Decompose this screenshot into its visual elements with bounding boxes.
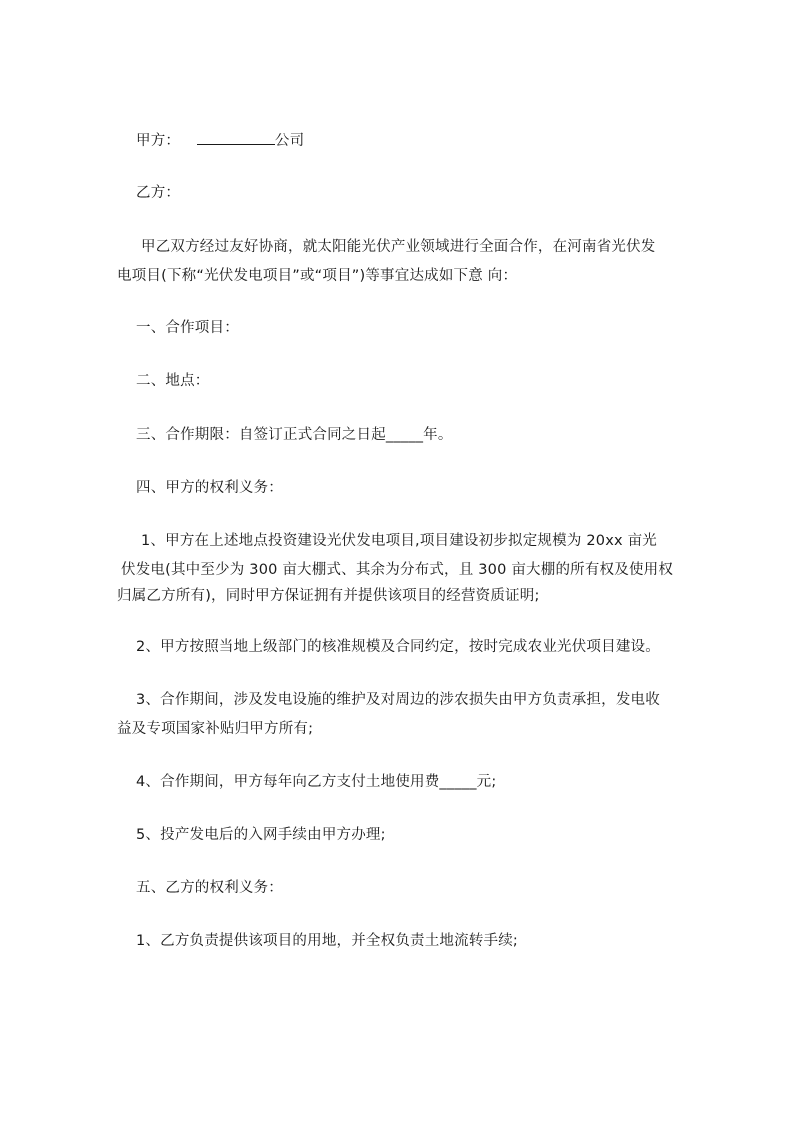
- intro-line-1: 甲乙双方经过友好协商，就太阳能光伏产业领域进行全面合作，在河南省光伏发: [141, 239, 656, 255]
- section-party-a-duties: 四、甲方的权利义务：: [136, 480, 283, 496]
- party-a-duty-3-line-1: 3、合作期间，涉及发电设施的维护及对周边的涉农损失由甲方负责承担，发电收: [136, 692, 660, 708]
- section-party-b-duties: 五、乙方的权利义务：: [136, 880, 283, 896]
- party-a-duty-1-line-1: 1、甲方在上述地点投资建设光伏发电项目,项目建设初步拟定规模为 20xx 亩光: [141, 533, 657, 549]
- party-a-duty-3-line-2: 益及专项国家补贴归甲方所有;: [117, 721, 314, 737]
- party-a-label: 甲方：: [136, 133, 181, 149]
- section-location: 二、地点：: [136, 373, 210, 389]
- section-cooperation-term: 三、合作期限：自签订正式合同之日起_____年。: [136, 427, 453, 443]
- party-b-line: [136, 183, 180, 203]
- party-a-duty-1-line-2: 伏发电(其中至少为 300 亩大棚式、其余为分布式，且 300 亩大棚的所有权及使用权: [121, 562, 674, 578]
- party-a-duty-2: 2、甲方按照当地上级部门的核准规模及合同约定，按时完成农业光伏项目建设。: [136, 639, 660, 655]
- section-cooperation-project: 一、合作项目：: [136, 320, 239, 336]
- party-a-duty-4: 4、合作期间，甲方每年向乙方支付土地使用费_____元;: [136, 774, 497, 790]
- party-a-duty-1-line-3: 归属乙方所有)，同时甲方保证拥有并提供该项目的经营资质证明;: [117, 588, 540, 604]
- party-b-duty-1: 1、乙方负责提供该项目的用地，并全权负责土地流转手续;: [136, 933, 519, 949]
- party-a-suffix: 公司: [274, 133, 305, 149]
- party-b-label: 乙方：: [136, 185, 181, 201]
- company-name-blank: [197, 130, 275, 145]
- party-a-duty-5: 5、投产发电后的入网手续由甲方办理;: [136, 827, 386, 843]
- intro-line-2: 电项目(下称“光伏发电项目”或“项目”)等事宜达成如下意 向：: [117, 268, 518, 284]
- party-a-line: [136, 130, 304, 151]
